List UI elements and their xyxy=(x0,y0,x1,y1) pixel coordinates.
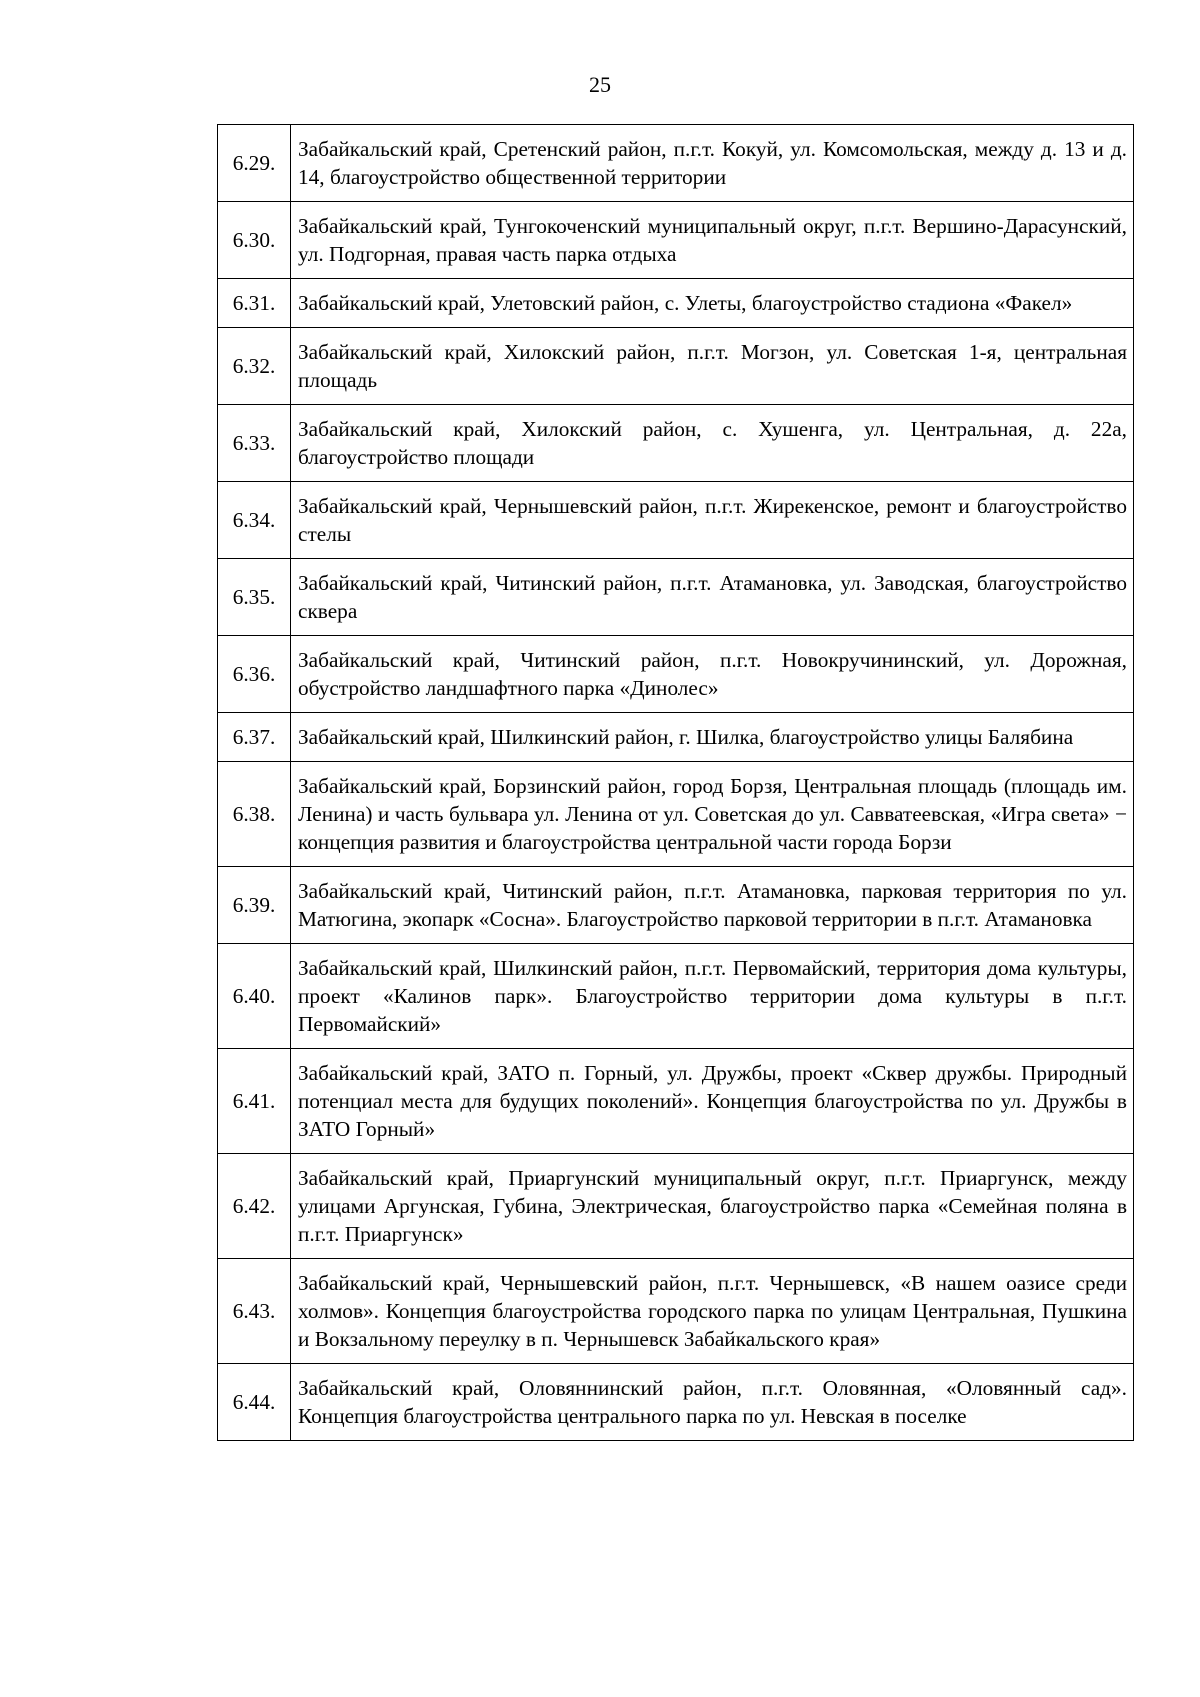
row-number: 6.39. xyxy=(218,867,291,944)
row-description: Забайкальский край, Оловяннинский район, п.г.т. Оловянная, «Оловянный сад». Концепция благоустройства центрального парка по ул. Невская в поселке xyxy=(291,1364,1134,1441)
row-description: Забайкальский край, Шилкинский район, г. Шилка, благоустройство улицы Балябина xyxy=(291,713,1134,762)
row-number: 6.36. xyxy=(218,636,291,713)
row-description: Забайкальский край, Читинский район, п.г.т. Атамановка, парковая территория по ул. Матюгина, экопарк «Сосна». Благоустройство парковой территории в п.г.т. Атамановка xyxy=(291,867,1134,944)
table-row xyxy=(218,944,1134,1049)
row-description: Забайкальский край, Хилокский район, п.г.т. Могзон, ул. Советская 1-я, центральная площадь xyxy=(291,328,1134,405)
row-number: 6.31. xyxy=(218,279,291,328)
row-number: 6.41. xyxy=(218,1049,291,1154)
table-row xyxy=(218,328,1134,405)
row-description: Забайкальский край, Борзинский район, город Борзя, Центральная площадь (площадь им. Ленина) и часть бульвара ул. Ленина от ул. Советская до ул. Савватеевская, «Игра света» − концепция развития и благоустройства центральной части города Борзи xyxy=(291,762,1134,867)
row-number: 6.35. xyxy=(218,559,291,636)
row-description: Забайкальский край, Улетовский район, с. Улеты, благоустройство стадиона «Факел» xyxy=(291,279,1134,328)
row-description: Забайкальский край, Приаргунский муниципальный округ, п.г.т. Приаргунск, между улицами Аргунская, Губина, Электрическая, благоустройство парка «Семейная поляна в п.г.т. Приаргунск» xyxy=(291,1154,1134,1259)
row-number: 6.33. xyxy=(218,405,291,482)
page-number: 25 xyxy=(589,72,611,97)
table-row xyxy=(218,405,1134,482)
table-row xyxy=(218,1049,1134,1154)
table-row xyxy=(218,1259,1134,1364)
table-row xyxy=(218,867,1134,944)
table-row xyxy=(218,636,1134,713)
row-number: 6.29. xyxy=(218,125,291,202)
row-description: Забайкальский край, Читинский район, п.г.т. Новокручининский, ул. Дорожная, обустройство ландшафтного парка «Динолес» xyxy=(291,636,1134,713)
row-description: Забайкальский край, ЗАТО п. Горный, ул. Дружбы, проект «Сквер дружбы. Природный потенциал места для будущих поколений». Концепция благоустройства по ул. Дружбы в ЗАТО Горный» xyxy=(291,1049,1134,1154)
row-number: 6.38. xyxy=(218,762,291,867)
table-row xyxy=(218,482,1134,559)
table-body xyxy=(218,125,1134,1441)
row-number: 6.30. xyxy=(218,202,291,279)
row-number: 6.34. xyxy=(218,482,291,559)
table-row xyxy=(218,713,1134,762)
row-number: 6.32. xyxy=(218,328,291,405)
table-row xyxy=(218,559,1134,636)
row-number: 6.40. xyxy=(218,944,291,1049)
row-number: 6.37. xyxy=(218,713,291,762)
table-row xyxy=(218,202,1134,279)
row-description: Забайкальский край, Чернышевский район, п.г.т. Жирекенское, ремонт и благоустройство стелы xyxy=(291,482,1134,559)
row-description: Забайкальский край, Хилокский район, с. Хушенга, ул. Центральная, д. 22а, благоустройство площади xyxy=(291,405,1134,482)
row-number: 6.42. xyxy=(218,1154,291,1259)
row-description: Забайкальский край, Шилкинский район, п.г.т. Первомайский, территория дома культуры, проект «Калинов парк». Благоустройство территории дома культуры в п.г.т. Первомайский» xyxy=(291,944,1134,1049)
row-description: Забайкальский край, Читинский район, п.г.т. Атамановка, ул. Заводская, благоустройство сквера xyxy=(291,559,1134,636)
row-description: Забайкальский край, Тунгокоченский муниципальный округ, п.г.т. Вершино-Дарасунский, ул. Подгорная, правая часть парка отдыха xyxy=(291,202,1134,279)
row-description: Забайкальский край, Сретенский район, п.г.т. Кокуй, ул. Комсомольская, между д. 13 и д. 14, благоустройство общественной территории xyxy=(291,125,1134,202)
table-row xyxy=(218,762,1134,867)
table-row xyxy=(218,1154,1134,1259)
territory-table xyxy=(217,124,1134,1441)
row-description: Забайкальский край, Чернышевский район, п.г.т. Чернышевск, «В нашем оазисе среди холмов». Концепция благоустройства городского парка по улицам Центральная, Пушкина и Вокзальному переулку в п. Чернышевск Забайкальского края» xyxy=(291,1259,1134,1364)
row-number: 6.43. xyxy=(218,1259,291,1364)
table-row xyxy=(218,125,1134,202)
table-row xyxy=(218,279,1134,328)
row-number: 6.44. xyxy=(218,1364,291,1441)
table-row xyxy=(218,1364,1134,1441)
